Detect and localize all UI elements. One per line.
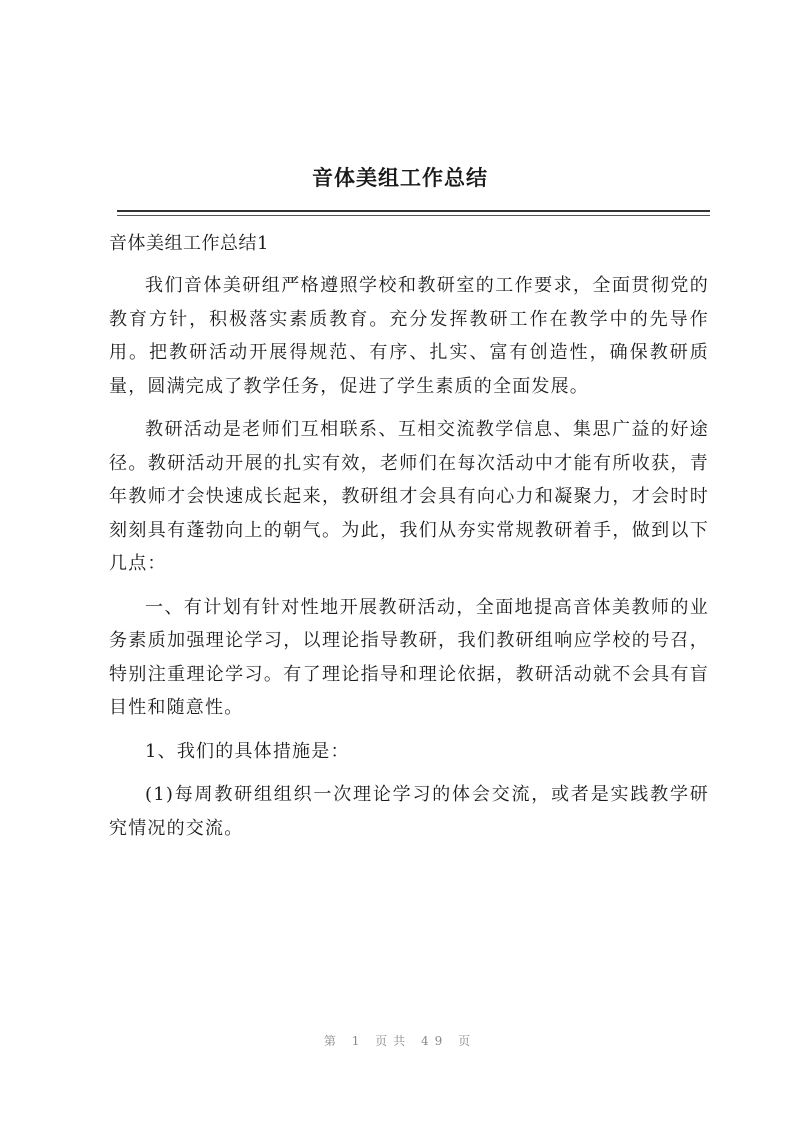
paragraph-5: (1)每周教研组组织一次理论学习的体会交流，或者是实践教学研究情况的交流。 (109, 784, 709, 839)
title-divider-thick (117, 210, 710, 212)
page-footer: 第 1 页共 49 页 (323, 1034, 477, 1048)
paragraph-3: 一、有计划有针对性地开展教研活动，全面地提高音体美教师的业务素质加强理论学习，以理论指导教研，我们教研组响应学校的号召，特别注重理论学习。有了理论指导和理论依据，教研活动就不会具有盲目性和随意性。 (109, 596, 709, 718)
section-heading: 音体美组工作总结1 (109, 233, 269, 254)
title-divider-thin (117, 215, 710, 216)
paragraph-1: 我们音体美研组严格遵照学校和教研室的工作要求，全面贯彻党的教育方针，积极落实素质教育。充分发挥教研工作在教学中的先导作用。把教研活动开展得规范、有序、扎实、富有创造性，确保教研质量，圆满完成了教学任务，促进了学生素质的全面发展。 (109, 275, 709, 397)
paragraph-2: 教研活动是老师们互相联系、互相交流教学信息、集思广益的好途径。教研活动开展的扎实有效，老师们在每次活动中才能有所收获，青年教师才会快速成长起来，教研组才会具有向心力和凝聚力，才会时时刻刻具有蓬勃向上的朝气。为此，我们从夯实常规教研着手，做到以下几点： (109, 419, 709, 574)
paragraph-4: 1、我们的具体措施是： (145, 740, 350, 762)
document-body (109, 229, 709, 855)
page-title: 音体美组工作总结 (312, 166, 488, 190)
